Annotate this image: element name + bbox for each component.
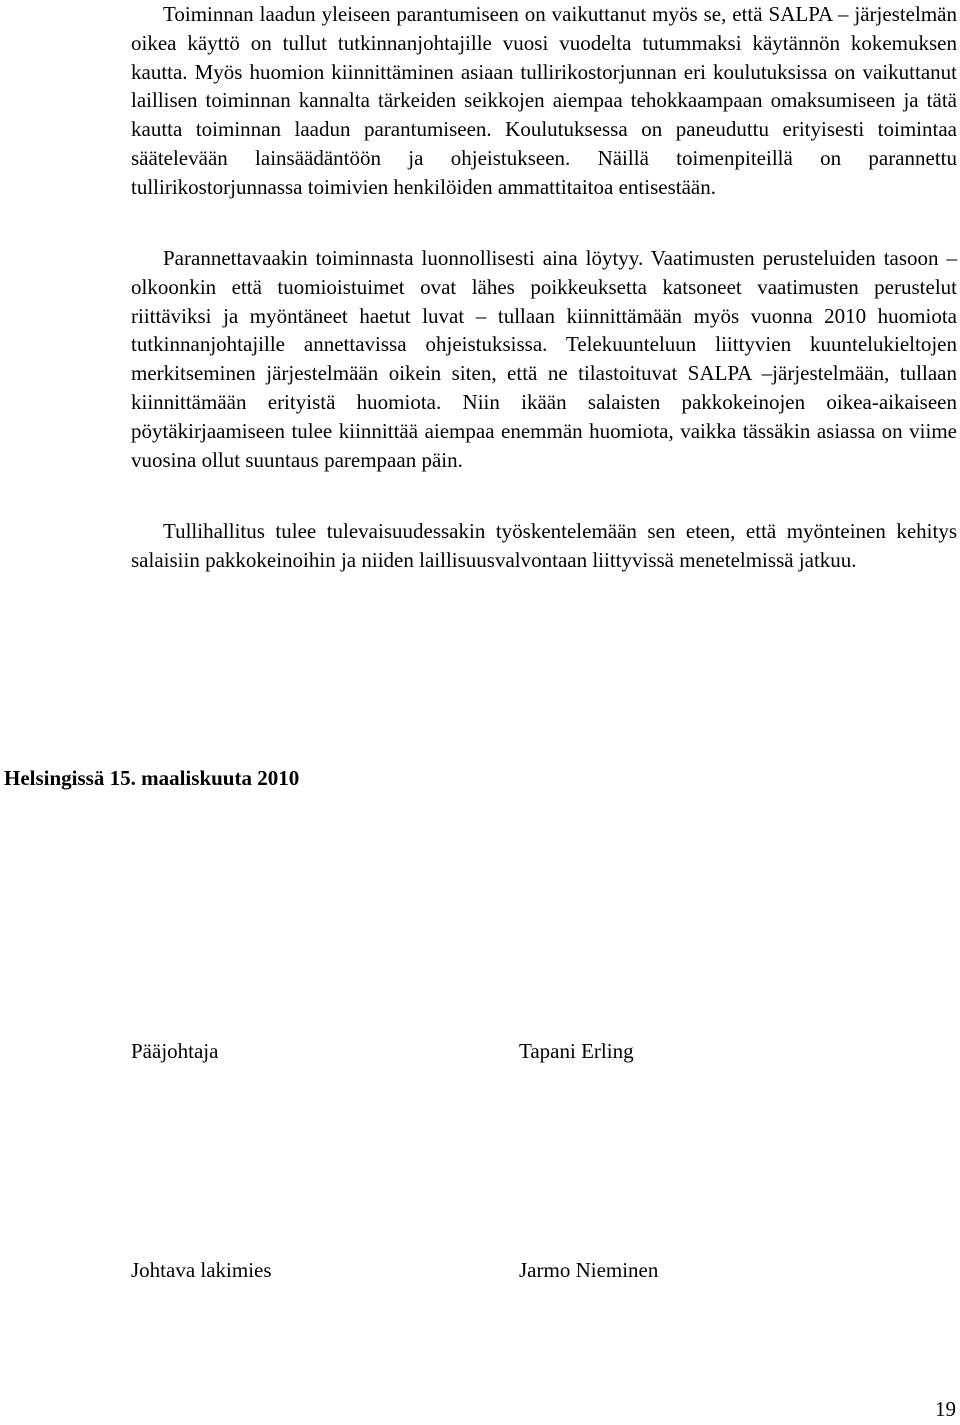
body-paragraph-improvements-needed: Parannettavaakin toiminnasta luonnollisesti aina löytyy. Vaatimusten perusteluiden tasoon – olkoonkin että tuomioistuimet ovat lähes poikkeuksetta katsoneet vaatimusten perustelut riittäviksi ja myöntäneet haetut luvat – tullaan kiinnittämään myös vuonna 2010 huomiota tutkinnanjohtajille annettavissa ohjeistuksissa. Telekuunteluun liittyvien kuuntelukieltojen merkitseminen järjestelmään oikein siten, että ne tilastoituvat SALPA –järjestelmään, tullaan kiinnittämään erityistä huomiota. Niin ikään salaisten pakkokeinojen oikea-aikaiseen pöytäkirjaamiseen tulee kiinnittää aiempaa enemmän huomiota, vaikka tässäkin asiassa on viime vuosina ollut suuntaus parempaan päin. <box>131 246 957 472</box>
page-number: 19 <box>935 1397 956 1421</box>
body-paragraph-quality-improvement: Toiminnan laadun yleiseen parantumiseen on vaikuttanut myös se, että SALPA – järjestelmän oikea käyttö on tullut tutkinnanjohtajille vuosi vuodelta tutummaksi käytännön kokemuksen kautta. Myös huomion kiinnittäminen asiaan tullirikostorjunnan eri koulutuksissa on vaikuttanut laillisen toiminnan kannalta tärkeiden seikkojen aiempaa tehokkaampaan omaksumiseen ja tätä kautta toiminnan laadun parantumiseen. Koulutuksessa on paneuduttu erityisesti toimintaa säätelevään lainsäädäntöön ja ohjeistukseen. Näillä toimenpiteillä on parannettu tullirikostorjunnassa toimivien henkilöiden ammattitaitoa entisestään. <box>131 2 957 199</box>
signatory-title: Pääjohtaja <box>131 1039 219 1063</box>
body-paragraph-future-commitment: Tullihallitus tulee tulevaisuudessakin työskentelemään sen eteen, että myönteinen kehitys salaisiin pakkokeinoihin ja niiden laillisuusvalvontaan liittyvissä menetelmissä jatkuu. <box>131 519 957 572</box>
signatory-name: Tapani Erling <box>519 1039 634 1063</box>
signatory-title: Johtava lakimies <box>131 1258 272 1282</box>
place-and-date: Helsingissä 15. maaliskuuta 2010 <box>4 766 300 790</box>
signatory-name: Jarmo Nieminen <box>519 1258 659 1282</box>
